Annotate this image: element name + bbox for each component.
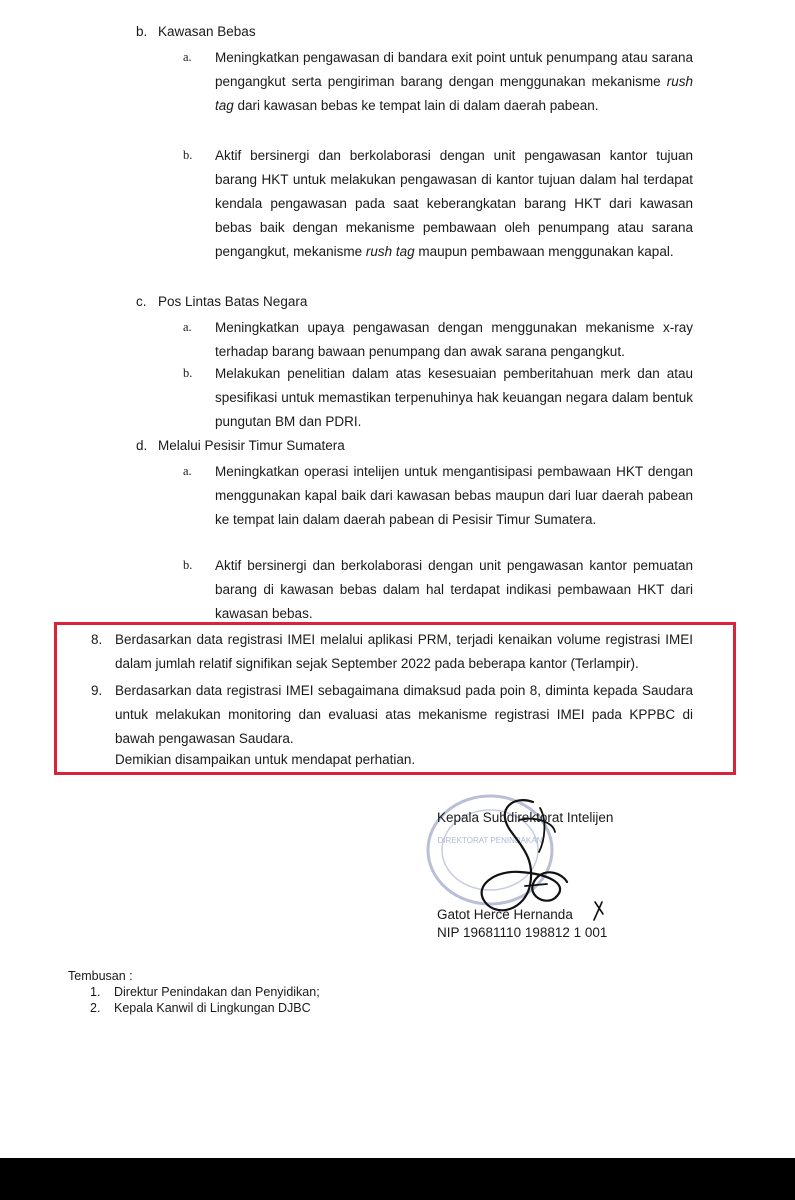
signatory-title: Kepala Subdirektorat Intelijen [437, 810, 614, 825]
copy-recipients [68, 968, 320, 1016]
closing-statement: Demikian disampaikan untuk mendapat perhatian. [115, 752, 416, 767]
signatory-name: Gatot Herce Hernanda [437, 907, 573, 922]
item-text: Aktif bersinergi dan berkolaborasi dengan unit pengawasan kantor tujuan barang HKT untuk melakukan pengawasan di kantor tujuan dalam hal terdapat kendala pengawasan pada saat keberangkatan barang HKT dari kawasan bebas baik dengan mekanisme pembawaan oleh penumpang atau sarana pengangkut, mekanisme rush tag maupun pembawaan menggunakan kapal. [215, 148, 693, 259]
paragraph-text: Berdasarkan data registrasi IMEI melalui aplikasi PRM, terjadi kenaikan volume registrasi IMEI dalam jumlah relatif signifikan sejak September 2022 pada beberapa kantor (Terlampir). [115, 632, 693, 671]
list-item: 1. Direktur Penindakan dan Penyidikan; [90, 985, 320, 999]
copy-recipients-label: Tembusan : [68, 969, 133, 983]
paragraph-text: Berdasarkan data registrasi IMEI sebagaimana dimaksud pada poin 8, diminta kepada Saudara untuk melakukan monitoring dan evaluasi atas mekanisme registrasi IMEI pada KPPBC di bawah pengawasan Saudara. [115, 683, 693, 746]
item-text: Aktif bersinergi dan berkolaborasi dengan unit pengawasan kantor pemuatan barang di kawasan bebas dalam hal terdapat indikasi pembawaan HKT dari kawasan bebas. [215, 558, 693, 621]
item-text: Melakukan penelitian dalam atas kesesuaian pemberitahuan merk dan atau spesifikasi untuk memastikan terpenuhinya hak keuangan negara dalam bentuk pungutan BM dan PDRI. [215, 366, 693, 429]
item-text: Meningkatkan operasi intelijen untuk mengantisipasi pembawaan HKT dengan menggunakan kapal baik dari kawasan bebas maupun dari luar daerah pabean ke tempat lain dalam daerah pabean di Pesisir Timur Sumatera. [215, 464, 693, 527]
signatory-nip: NIP 19681110 198812 1 001 [437, 925, 608, 940]
svg-text:DIREKTORAT PENINDAKAN: DIREKTORAT PENINDAKAN [437, 836, 543, 845]
document-page: b. Kawasan Bebas a. Meningkatkan pengawasan di bandara exit point untuk penumpang atau sarana pengangkut serta pengiriman barang dengan menggunakan mekanisme rush tag dari kawasan bebas ke tempat lain di dalam daerah pabean. b. Aktif bersinergi dan berkolaborasi dengan unit pengawasan kantor tujuan barang HKT untuk melakukan pengawasan di kantor tujuan dalam hal terdapat kendala pengawasan pada saat keberangkatan barang HKT dari kawasan bebas baik dengan mekanisme pembawaan oleh penumpang atau sarana pengangkut, mekanisme rush tag maupun pembawaan menggunakan kapal. c. Pos Lintas Batas Negara a. Meningkatkan upaya pengawasan dengan menggunakan mekanisme x-ray terhadap barang bawaan penumpang dan awak sarana pengangkut. b. Melakukan penelitian dalam atas kesesuaian pemberitahuan merk dan atau spesifikasi untuk memastikan terpenuhinya hak keuangan negara dalam bentuk pungutan BM dan PDRI. d. Melalui Pesisir Timur Sumatera a. Meningkatkan operasi intelijen untuk mengantisipasi pembawaan HKT dengan menggunakan kapal baik dari kawasan bebas maupun dari luar daerah pabean ke tempat lain dalam daerah pabean di Pesisir Timur Sumatera. b. Aktif bersinergi dan berkolaborasi dengan unit pengawasan kantor pemuatan barang di kawasan bebas dalam hal terdapat indikasi pembawaan HKT dari kawasan bebas. 8. Berdasarkan data registrasi IMEI melalui aplikasi PRM, terjadi kenaikan volume registrasi IMEI dalam jumlah relatif signifikan sejak September 2022 pada beberapa kantor (Terlampir). 9. Berdasarkan data registrasi IMEI sebagaimana dimaksud pada poin 8, diminta kepada Saudara untuk melakukan monitoring dan evaluasi atas mekanisme registrasi IMEI pada KPPBC di bawah pengawasan Saudara. Demikian disampaikan untuk mendapat perhatian. DIREKTORAT PENINDAKAN Kepala Subdirektorat Intelijen Gatot Herce Hernanda NIP 19681110 198812 1 001 Tembusan : 1. Direktur Penindakan dan Penyidikan; 2. Kepala Kanwil di Lingkungan DJBC [0, 0, 795, 1158]
list-item: 2. Kepala Kanwil di Lingkungan DJBC [90, 1001, 311, 1015]
item-text: Meningkatkan pengawasan di bandara exit point untuk penumpang atau sarana pengangkut serta pengiriman barang dengan menggunakan mekanisme rush tag dari kawasan bebas ke tempat lain di dalam daerah pabean. [215, 50, 693, 113]
item-text: Meningkatkan upaya pengawasan dengan menggunakan mekanisme x-ray terhadap barang bawaan penumpang dan awak sarana pengangkut. [215, 320, 693, 359]
